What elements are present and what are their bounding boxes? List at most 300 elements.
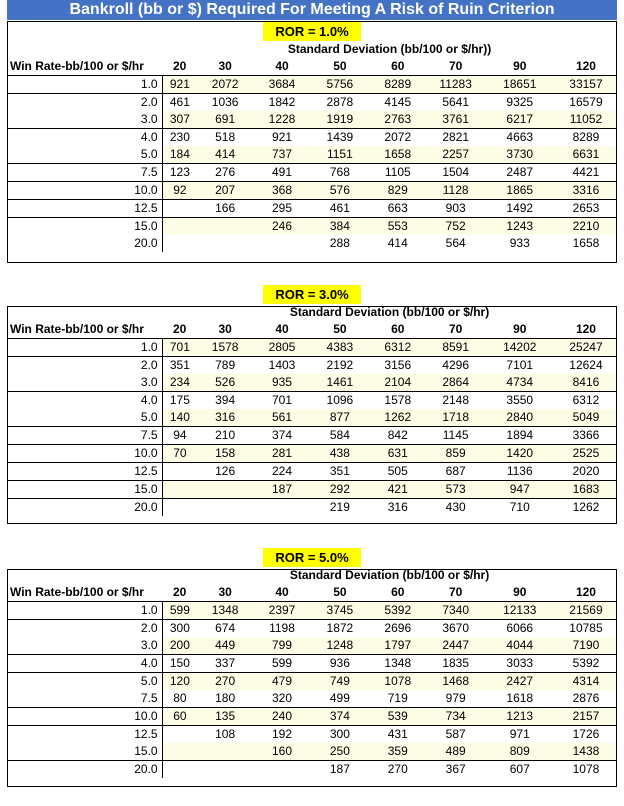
win-rate-cell: 15.0 <box>134 744 158 758</box>
bankroll-cell: 518 <box>197 129 253 147</box>
bankroll-cell <box>162 218 197 236</box>
bankroll-cell: 5049 <box>555 409 617 427</box>
bankroll-cell <box>253 235 311 252</box>
win-rate-cell: 10.0 <box>7 445 162 463</box>
bankroll-cell: 2763 <box>369 111 427 129</box>
bankroll-cell: 2210 <box>555 218 617 236</box>
bankroll-cell: 307 <box>162 111 197 129</box>
table-row <box>7 726 617 744</box>
win-rate-cell: 7.5 <box>7 427 162 445</box>
bankroll-cell: 292 <box>311 481 369 499</box>
col-header: 90 <box>513 585 527 599</box>
bankroll-cell: 8416 <box>555 374 617 392</box>
bankroll-cell: 2427 <box>485 673 555 691</box>
table-row <box>7 392 617 410</box>
bankroll-cell: 1578 <box>197 339 253 357</box>
bankroll-cell: 737 <box>253 146 311 164</box>
bankroll-cell: 1348 <box>197 602 253 620</box>
bankroll-cell: 276 <box>197 164 253 182</box>
bankroll-cell: 749 <box>311 673 369 691</box>
bankroll-cell: 2525 <box>555 445 617 463</box>
ror-label-wrap <box>7 547 617 567</box>
bankroll-cell: 2072 <box>197 76 253 94</box>
ror-label-wrap <box>7 284 617 304</box>
bankroll-cell: 1797 <box>369 637 427 655</box>
win-rate-cell: 2.0 <box>7 357 162 375</box>
table-row <box>7 602 617 620</box>
col-header: 60 <box>391 322 405 336</box>
bankroll-cell: 281 <box>253 445 311 463</box>
ror-label-wrap <box>7 21 617 41</box>
bankroll-cell: 1403 <box>253 357 311 375</box>
bankroll-cell: 246 <box>253 218 311 236</box>
bankroll-cell: 140 <box>162 409 197 427</box>
bankroll-cell: 5756 <box>311 76 369 94</box>
bankroll-cell: 1128 <box>427 182 485 200</box>
bankroll-cell: 809 <box>485 743 555 761</box>
bankroll-cell: 316 <box>197 409 253 427</box>
bankroll-cell: 414 <box>387 236 408 250</box>
bankroll-cell: 175 <box>162 392 197 410</box>
bankroll-cell: 135 <box>197 708 253 726</box>
bankroll-cell: 210 <box>197 427 253 445</box>
bankroll-cell: 288 <box>329 236 350 250</box>
col-header: 40 <box>275 59 289 73</box>
bankroll-cell: 14202 <box>485 339 555 357</box>
table-row <box>7 463 617 481</box>
col-header: 60 <box>391 585 405 599</box>
table-row <box>7 673 617 691</box>
bankroll-cell <box>162 761 197 779</box>
bankroll-cell: 1145 <box>427 427 485 445</box>
bankroll-cell: 16579 <box>555 94 617 112</box>
col-header: 120 <box>575 322 596 336</box>
bankroll-cell: 2148 <box>427 392 485 410</box>
row-header: Win Rate-bb/100 or $/hr <box>10 322 144 336</box>
bankroll-cell: 108 <box>197 726 253 744</box>
bankroll-cell <box>253 499 311 517</box>
bankroll-cell: 2696 <box>369 620 427 638</box>
bankroll-cell <box>162 499 197 517</box>
bankroll-cell: 1420 <box>485 445 555 463</box>
col-header: 50 <box>333 585 347 599</box>
bankroll-cell: 1228 <box>253 111 311 129</box>
bankroll-cell: 1151 <box>311 146 369 164</box>
bankroll-cell: 80 <box>162 690 197 708</box>
bankroll-cell: 60 <box>162 708 197 726</box>
col-header: 120 <box>575 59 596 73</box>
col-header: 20 <box>172 59 187 73</box>
bankroll-cell: 4734 <box>485 374 555 392</box>
bankroll-cell: 768 <box>311 164 369 182</box>
table-row <box>7 499 617 517</box>
bankroll-cell: 3033 <box>485 655 555 673</box>
bankroll-cell: 1105 <box>369 164 427 182</box>
table-row <box>7 761 617 779</box>
row-header: Win Rate-bb/100 or $/hr <box>10 59 144 73</box>
win-rate-cell: 5.0 <box>7 673 162 691</box>
bankroll-cell: 526 <box>197 374 253 392</box>
table-row <box>7 235 617 252</box>
bankroll-cell <box>197 761 253 779</box>
win-rate-cell: 4.0 <box>7 129 162 147</box>
bankroll-cell: 207 <box>197 182 253 200</box>
row-header: Win Rate-bb/100 or $/hr <box>10 585 144 599</box>
col-header: 40 <box>275 322 289 336</box>
table-row <box>7 374 617 392</box>
bankroll-cell: 561 <box>253 409 311 427</box>
bankroll-cell: 789 <box>197 357 253 375</box>
bankroll-cell <box>197 481 253 499</box>
table-row <box>7 200 617 218</box>
table-row <box>7 218 617 236</box>
col-header: 30 <box>218 59 232 73</box>
bankroll-cell: 120 <box>162 673 197 691</box>
table-row <box>7 76 617 94</box>
bankroll-cell: 2192 <box>311 357 369 375</box>
bankroll-cell: 936 <box>311 655 369 673</box>
bankroll-cell: 374 <box>311 708 369 726</box>
bankroll-cell: 3730 <box>485 146 555 164</box>
bankroll-cell: 187 <box>253 481 311 499</box>
bankroll-cell: 1461 <box>311 374 369 392</box>
bankroll-cell <box>197 499 253 517</box>
bankroll-cell: 576 <box>311 182 369 200</box>
bankroll-cell: 1078 <box>555 761 617 779</box>
bankroll-cell: 7190 <box>555 637 617 655</box>
bankroll-cell: 158 <box>197 445 253 463</box>
bankroll-cell: 1872 <box>311 620 369 638</box>
bankroll-cell: 1683 <box>555 481 617 499</box>
bankroll-cell: 4314 <box>555 673 617 691</box>
sd-label: Standard Deviation (bb/100 or $/hr)) <box>287 42 492 56</box>
table-row <box>7 637 617 655</box>
bankroll-cell: 719 <box>387 691 408 705</box>
bankroll-cell: 4383 <box>311 339 369 357</box>
bankroll-cell: 5392 <box>555 655 617 673</box>
bankroll-cell <box>162 743 197 761</box>
bankroll-cell: 70 <box>162 445 197 463</box>
ror-table-3 <box>7 547 617 778</box>
bankroll-cell: 12133 <box>485 602 555 620</box>
bankroll-cell: 573 <box>427 481 485 499</box>
bankroll-cell: 3670 <box>427 620 485 638</box>
win-rate-cell: 20.0 <box>134 236 158 250</box>
bankroll-cell: 461 <box>311 200 369 218</box>
bankroll-cell: 921 <box>253 129 311 147</box>
bankroll-cell: 270 <box>369 761 427 779</box>
win-rate-cell: 15.0 <box>7 218 162 236</box>
table-row <box>7 339 617 357</box>
bankroll-cell: 1036 <box>197 94 253 112</box>
col-header: 120 <box>575 585 596 599</box>
bankroll-cell: 337 <box>197 655 253 673</box>
bankroll-cell: 979 <box>445 691 466 705</box>
bankroll-cell: 631 <box>369 445 427 463</box>
bankroll-cell: 250 <box>311 743 369 761</box>
sd-label: Standard Deviation (bb/100 or $/hr) <box>289 568 490 582</box>
bankroll-cell: 394 <box>197 392 253 410</box>
bankroll-cell: 935 <box>253 374 311 392</box>
bankroll-cell: 6312 <box>369 339 427 357</box>
bankroll-cell: 7340 <box>427 602 485 620</box>
col-header: 60 <box>391 59 405 73</box>
bankroll-cell <box>162 235 197 252</box>
ror-label: ROR = 1.0% <box>263 22 360 41</box>
win-rate-cell: 5.0 <box>140 410 158 424</box>
col-header: 20 <box>172 585 187 599</box>
bankroll-cell: 2653 <box>555 200 617 218</box>
bankroll-cell: 367 <box>427 761 485 779</box>
bankroll-cell: 187 <box>311 761 369 779</box>
bankroll-cell: 6066 <box>485 620 555 638</box>
bankroll-table <box>7 304 617 516</box>
ror-table-1 <box>7 21 617 252</box>
bankroll-cell: 3761 <box>427 111 485 129</box>
bankroll-cell: 25247 <box>555 339 617 357</box>
win-rate-cell: 7.5 <box>7 164 162 182</box>
win-rate-cell: 1.0 <box>7 339 162 357</box>
bankroll-cell: 8289 <box>369 76 427 94</box>
bankroll-cell: 734 <box>427 708 485 726</box>
win-rate-cell: 2.0 <box>7 94 162 112</box>
bankroll-cell: 320 <box>271 691 292 705</box>
col-header: 50 <box>333 322 347 336</box>
bankroll-cell: 674 <box>197 620 253 638</box>
bankroll-cell: 4663 <box>485 129 555 147</box>
bankroll-cell: 1213 <box>485 708 555 726</box>
bankroll-cell <box>162 200 197 218</box>
page-title: Bankroll (bb or $) Required For Meeting A Risk of Ruin Criterion <box>7 0 617 20</box>
bankroll-cell: 92 <box>162 182 197 200</box>
bankroll-cell: 295 <box>253 200 311 218</box>
bankroll-cell: 2447 <box>427 637 485 655</box>
bankroll-cell: 94 <box>162 427 197 445</box>
table-row <box>7 129 617 147</box>
bankroll-cell: 1578 <box>369 392 427 410</box>
bankroll-cell: 184 <box>162 146 197 164</box>
bankroll-cell: 3156 <box>369 357 427 375</box>
bankroll-cell: 33157 <box>555 76 617 94</box>
bankroll-cell: 2864 <box>427 374 485 392</box>
bankroll-cell: 491 <box>253 164 311 182</box>
bankroll-cell: 1919 <box>311 111 369 129</box>
table-row <box>7 409 617 427</box>
win-rate-cell: 10.0 <box>7 182 162 200</box>
bankroll-cell: 2840 <box>485 409 555 427</box>
table-row <box>7 427 617 445</box>
win-rate-cell: 10.0 <box>7 708 162 726</box>
win-rate-cell: 12.5 <box>7 726 162 744</box>
table-row <box>7 655 617 673</box>
bankroll-cell: 1136 <box>485 463 555 481</box>
bankroll-cell: 584 <box>311 427 369 445</box>
bankroll-cell <box>197 743 253 761</box>
bankroll-cell: 691 <box>197 111 253 129</box>
bankroll-cell: 5641 <box>427 94 485 112</box>
bankroll-cell: 166 <box>197 200 253 218</box>
bankroll-cell: 1894 <box>485 427 555 445</box>
bankroll-cell: 180 <box>215 691 236 705</box>
bankroll-cell: 1262 <box>369 409 427 427</box>
bankroll-cell: 903 <box>427 200 485 218</box>
win-rate-cell: 3.0 <box>140 375 158 389</box>
bankroll-cell: 234 <box>162 374 197 392</box>
table-row <box>7 357 617 375</box>
bankroll-cell: 449 <box>197 637 253 655</box>
bankroll-cell: 1718 <box>427 409 485 427</box>
bankroll-cell: 599 <box>253 655 311 673</box>
bankroll-cell: 2876 <box>572 691 600 705</box>
bankroll-cell: 431 <box>369 726 427 744</box>
bankroll-cell: 240 <box>253 708 311 726</box>
bankroll-cell: 553 <box>369 218 427 236</box>
bankroll-cell: 123 <box>162 164 197 182</box>
bankroll-cell: 3316 <box>555 182 617 200</box>
win-rate-cell: 3.0 <box>140 638 158 652</box>
bankroll-cell: 877 <box>311 409 369 427</box>
bankroll-cell: 430 <box>427 499 485 517</box>
bankroll-cell: 1439 <box>311 129 369 147</box>
bankroll-cell: 160 <box>253 743 311 761</box>
bankroll-cell: 2805 <box>253 339 311 357</box>
col-header: 90 <box>513 59 527 73</box>
bankroll-cell: 6217 <box>485 111 555 129</box>
bankroll-cell: 687 <box>427 463 485 481</box>
bankroll-cell: 10785 <box>555 620 617 638</box>
bankroll-cell: 4044 <box>485 637 555 655</box>
bankroll-cell: 1096 <box>311 392 369 410</box>
bankroll-cell: 4421 <box>555 164 617 182</box>
bankroll-cell: 300 <box>162 620 197 638</box>
bankroll-cell: 1248 <box>311 637 369 655</box>
bankroll-cell: 505 <box>369 463 427 481</box>
table-row <box>7 620 617 638</box>
bankroll-cell: 1078 <box>369 673 427 691</box>
bankroll-cell: 710 <box>485 499 555 517</box>
bankroll-cell: 6631 <box>555 146 617 164</box>
bankroll-cell: 3550 <box>485 392 555 410</box>
win-rate-cell: 15.0 <box>7 481 162 499</box>
col-header: 30 <box>218 585 232 599</box>
bankroll-cell: 11052 <box>555 111 617 129</box>
table-row <box>7 708 617 726</box>
col-header: 30 <box>218 322 232 336</box>
win-rate-cell: 2.0 <box>7 620 162 638</box>
bankroll-cell: 316 <box>369 499 427 517</box>
bankroll-cell: 359 <box>369 743 427 761</box>
bankroll-cell: 414 <box>197 146 253 164</box>
bankroll-cell: 2072 <box>369 129 427 147</box>
table-row <box>7 94 617 112</box>
bankroll-cell: 799 <box>253 637 311 655</box>
bankroll-cell: 224 <box>253 463 311 481</box>
table-row <box>7 445 617 463</box>
win-rate-cell: 5.0 <box>140 147 158 161</box>
bankroll-cell: 564 <box>445 236 466 250</box>
bankroll-cell: 1468 <box>427 673 485 691</box>
bankroll-cell: 599 <box>162 602 197 620</box>
bankroll-cell: 270 <box>197 673 253 691</box>
win-rate-cell: 20.0 <box>7 499 162 517</box>
bankroll-cell: 971 <box>485 726 555 744</box>
bankroll-cell: 947 <box>485 481 555 499</box>
bankroll-cell: 2397 <box>253 602 311 620</box>
table-row <box>7 743 617 761</box>
bankroll-cell: 9325 <box>485 94 555 112</box>
col-header: 70 <box>448 59 463 73</box>
win-rate-cell: 3.0 <box>140 112 158 126</box>
bankroll-cell: 2104 <box>369 374 427 392</box>
bankroll-cell: 701 <box>253 392 311 410</box>
bankroll-cell: 499 <box>329 691 350 705</box>
table-row <box>7 690 617 708</box>
bankroll-cell: 11283 <box>427 76 485 94</box>
bankroll-cell: 1438 <box>555 743 617 761</box>
table-row <box>7 164 617 182</box>
win-rate-cell: 1.0 <box>7 76 162 94</box>
bankroll-cell <box>197 218 253 236</box>
table-row <box>7 111 617 129</box>
bankroll-cell: 126 <box>197 463 253 481</box>
bankroll-cell <box>162 481 197 499</box>
bankroll-cell: 607 <box>485 761 555 779</box>
bankroll-cell: 300 <box>311 726 369 744</box>
bankroll-table <box>7 41 617 252</box>
bankroll-cell: 3745 <box>311 602 369 620</box>
bankroll-cell: 2878 <box>311 94 369 112</box>
bankroll-cell: 4145 <box>369 94 427 112</box>
bankroll-cell: 829 <box>369 182 427 200</box>
bankroll-cell: 461 <box>162 94 197 112</box>
win-rate-cell: 1.0 <box>7 602 162 620</box>
bankroll-cell: 1492 <box>485 200 555 218</box>
win-rate-cell: 12.5 <box>7 463 162 481</box>
bankroll-cell: 1348 <box>369 655 427 673</box>
bankroll-cell: 438 <box>311 445 369 463</box>
bankroll-cell: 200 <box>162 637 197 655</box>
bankroll-cell: 701 <box>162 339 197 357</box>
bankroll-cell: 2157 <box>555 708 617 726</box>
sd-label: Standard Deviation (bb/100 or $/hr) <box>289 305 490 319</box>
bankroll-cell: 921 <box>162 76 197 94</box>
win-rate-cell: 4.0 <box>7 392 162 410</box>
bankroll-cell: 3366 <box>555 427 617 445</box>
bankroll-cell: 219 <box>311 499 369 517</box>
bankroll-cell: 2821 <box>427 129 485 147</box>
bankroll-cell: 384 <box>311 218 369 236</box>
bankroll-cell: 663 <box>369 200 427 218</box>
bankroll-cell: 479 <box>253 673 311 691</box>
bankroll-cell: 1658 <box>369 146 427 164</box>
bankroll-cell: 2487 <box>485 164 555 182</box>
bankroll-cell: 421 <box>369 481 427 499</box>
bankroll-cell: 1842 <box>253 94 311 112</box>
bankroll-cell: 489 <box>427 743 485 761</box>
bankroll-cell <box>162 726 197 744</box>
bankroll-cell: 1865 <box>485 182 555 200</box>
bankroll-cell: 4296 <box>427 357 485 375</box>
bankroll-cell: 21569 <box>555 602 617 620</box>
bankroll-cell: 1504 <box>427 164 485 182</box>
ror-label: ROR = 5.0% <box>263 548 360 567</box>
bankroll-cell: 368 <box>253 182 311 200</box>
bankroll-cell: 1726 <box>555 726 617 744</box>
bankroll-cell <box>162 463 197 481</box>
bankroll-cell <box>197 235 253 252</box>
bankroll-cell: 7101 <box>485 357 555 375</box>
table-row <box>7 481 617 499</box>
